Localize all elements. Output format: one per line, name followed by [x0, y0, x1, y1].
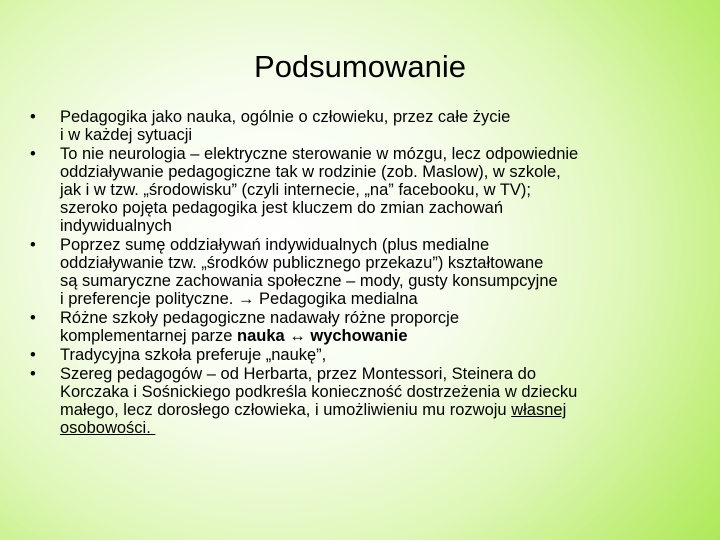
bullet-text-line: oddziaływanie tzw. „środków publicznego przekazu”) kształtowane	[60, 254, 544, 272]
bullet-text-line: Korczaka i Sośnickiego podkreśla konieczność dostrzeżenia w dziecku	[60, 383, 578, 401]
bullet-text-plain: komplementarnej parze	[60, 327, 238, 345]
bullet-text-line: Szereg pedagogów – od Herbarta, przez Montessori, Steinera do	[60, 365, 537, 383]
bullet-text-line: oddziaływanie pedagogiczne tak w rodzinie (zob. Maslow), w szkole,	[60, 163, 561, 181]
bullet-list	[24, 108, 696, 438]
bullet-icon: •	[30, 236, 36, 254]
bullet-item	[24, 236, 696, 308]
bullet-icon: •	[30, 346, 36, 364]
bullet-text-line: Pedagogika jako nauka, ogólnie o człowieku, przez całe życie	[60, 108, 511, 126]
bullet-text-plain: małego, lecz dorosłego człowieka, i umożliwieniu mu rozwoju	[60, 401, 512, 419]
bullet-text-line: i preferencje polityczne. → Pedagogika medialna	[60, 290, 418, 308]
bullet-icon: •	[30, 108, 36, 126]
bullet-item	[24, 108, 696, 144]
bullet-item	[24, 309, 696, 345]
bullet-text-line: szeroko pojęta pedagogika jest kluczem do zmian zachowań	[60, 199, 504, 217]
bullet-item	[24, 346, 696, 364]
slide-title: Podsumowanie	[254, 49, 466, 84]
bullet-text-line: i w każdej sytuacji	[60, 126, 193, 144]
bullet-text-line: są sumaryczne zachowania społeczne – mody, gusty konsumpcyjne	[60, 272, 558, 290]
bullet-text-line	[60, 327, 696, 345]
bullet-text-underlined: osobowości.	[60, 419, 156, 437]
bullet-text-line: Tradycyjna szkoła preferuje „naukę”,	[60, 346, 327, 364]
bullet-text-line: To nie neurologia – elektryczne sterowanie w mózgu, lecz odpowiednie	[60, 145, 579, 163]
bullet-item	[24, 365, 696, 437]
bullet-text-line	[60, 419, 696, 437]
bullet-icon: •	[30, 365, 36, 383]
bullet-text-underlined: własnej	[511, 401, 567, 419]
bullet-text-line: indywidualnych	[60, 217, 172, 235]
bullet-icon: •	[30, 145, 36, 163]
bullet-text-line: jak i w tzw. „środowisku” (czyli internecie, „na” facebooku, w TV);	[60, 181, 532, 199]
bullet-icon: •	[30, 309, 36, 327]
bullet-text-bold: nauka ↔ wychowanie	[237, 327, 408, 345]
bullet-text-line: Poprzez sumę oddziaływań indywidualnych (plus medialne	[60, 236, 490, 254]
bullet-text-line	[60, 401, 696, 419]
bullet-item	[24, 145, 696, 235]
bullet-text-line: Różne szkoły pedagogiczne nadawały różne proporcje	[60, 309, 459, 327]
